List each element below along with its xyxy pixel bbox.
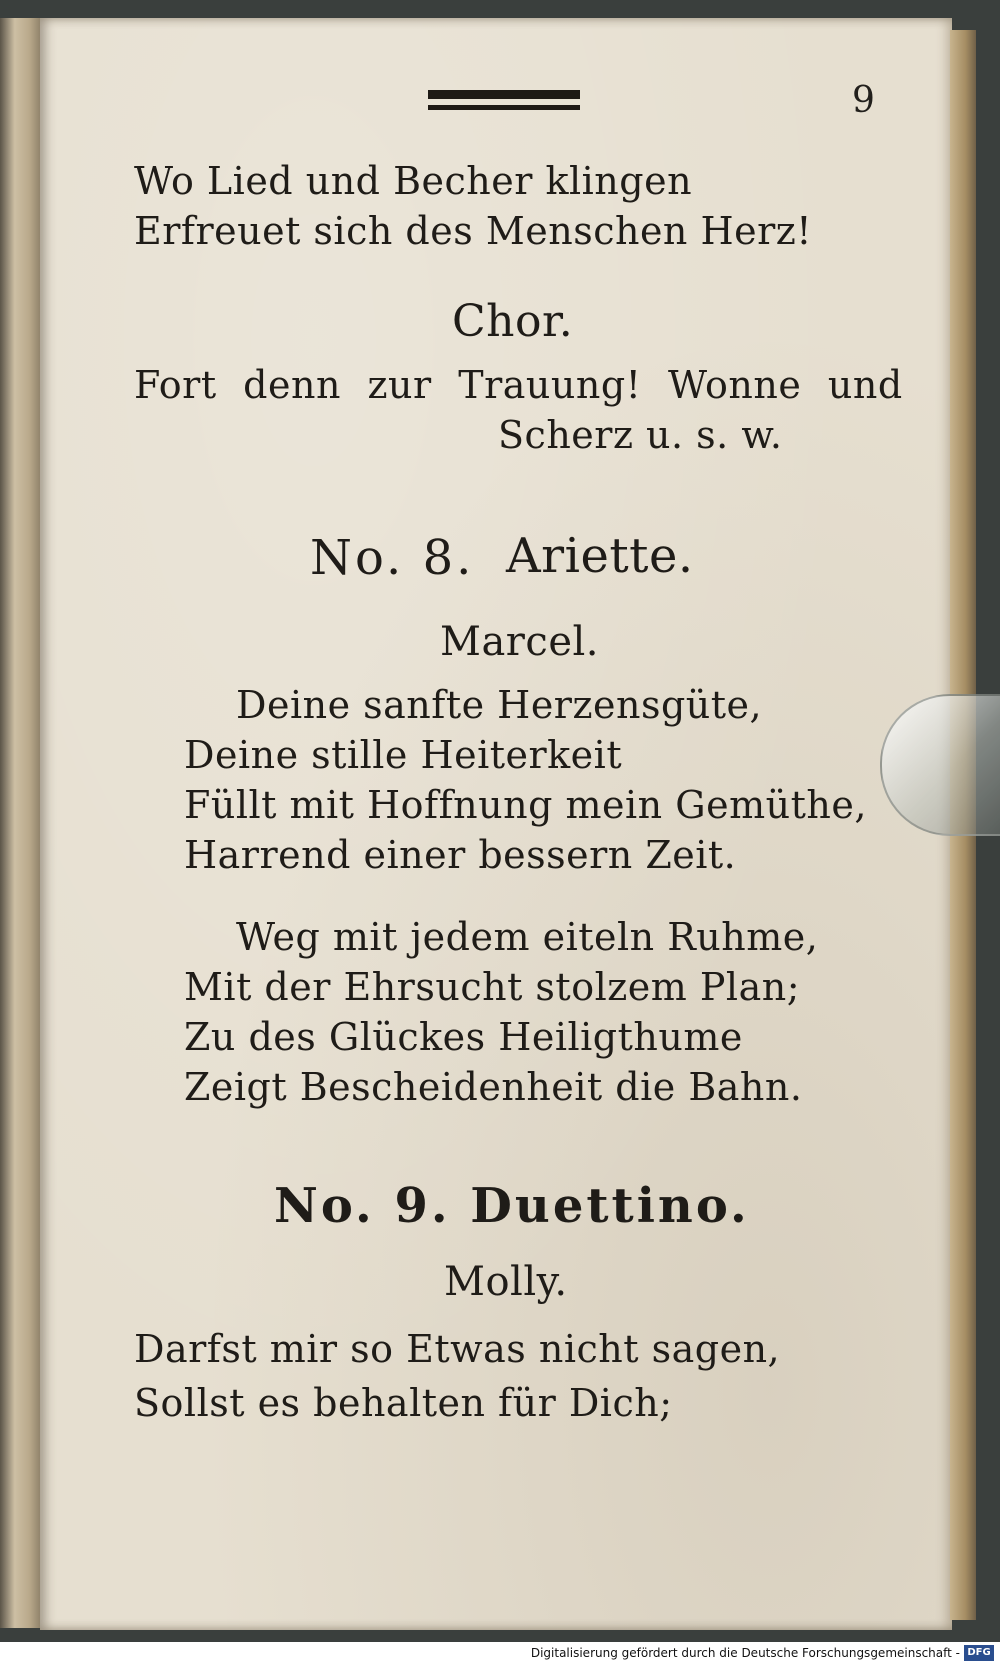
footer-bar xyxy=(0,1642,1000,1666)
verse-line: Wo Lied und Becher klingen xyxy=(134,159,693,203)
ornament-thin-rule xyxy=(428,105,580,110)
ariette-line: Harrend einer bessern Zeit. xyxy=(184,833,737,877)
chor-line: Scherz u. s. w. xyxy=(498,413,783,457)
speaker-marcel: Marcel. xyxy=(440,619,600,665)
ariette-title: Ariette. xyxy=(506,528,694,584)
book-left-edge xyxy=(0,18,42,1628)
speaker-molly: Molly. xyxy=(444,1259,568,1305)
verse-line: Erfreuet sich des Menschen Herz! xyxy=(134,209,813,253)
number-heading: No. 8. xyxy=(310,530,475,586)
duettino-line: Sollst es behalten für Dich; xyxy=(134,1381,673,1425)
duettino-heading: No. 9. Duettino. xyxy=(274,1178,750,1234)
double-rule-ornament xyxy=(428,88,580,114)
footer-credit: Digitalisierung gefördert durch die Deutsche Forschungsgemeinschaft - xyxy=(530,1646,960,1660)
ornament-thick-rule xyxy=(428,90,580,99)
duettino-line: Darfst mir so Etwas nicht sagen, xyxy=(134,1327,781,1371)
chor-line: Fort denn zur Trauung! Wonne und xyxy=(134,363,903,407)
ariette-line: Füllt mit Hoffnung mein Gemüthe, xyxy=(184,783,867,827)
ariette-line: Deine sanfte Herzensgüte, xyxy=(236,683,763,727)
ariette-line: Zu des Glückes Heiligthume xyxy=(184,1015,743,1059)
dfg-logo: DFG xyxy=(964,1645,994,1661)
ariette-line: Deine stille Heiterkeit xyxy=(184,733,623,777)
ariette-line: Zeigt Bescheidenheit die Bahn. xyxy=(184,1065,803,1109)
ariette-line: Mit der Ehrsucht stolzem Plan; xyxy=(184,965,801,1009)
page-number: 9 xyxy=(852,80,875,121)
ariette-line: Weg mit jedem eiteln Ruhme, xyxy=(236,915,819,959)
chor-heading: Chor. xyxy=(452,296,574,347)
